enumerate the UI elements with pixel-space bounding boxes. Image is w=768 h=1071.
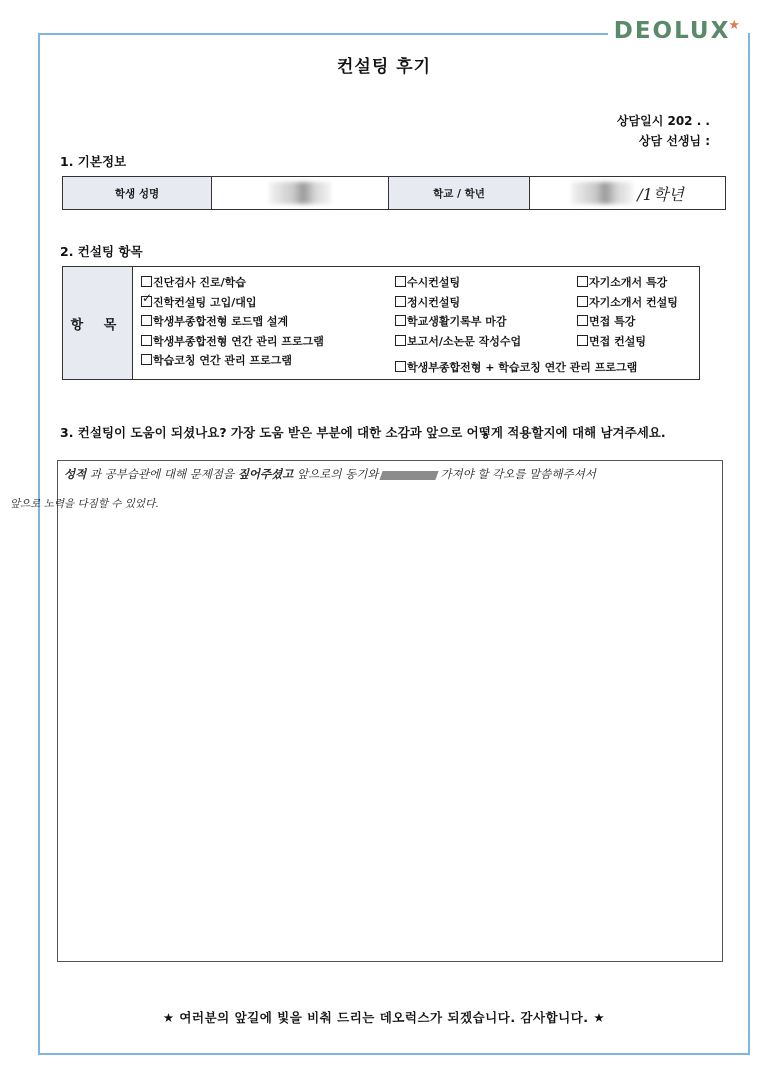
counselor-name: 상담 선생님 :: [638, 134, 710, 148]
item-study-coaching[interactable]: 학습코칭 연간 관리 프로그램: [141, 352, 324, 372]
feedback-answer-box[interactable]: [57, 460, 723, 962]
brand-logo-text: DEOLUX: [613, 18, 731, 44]
item-jeongsi[interactable]: 정시컨설팅: [395, 294, 521, 314]
footer-message: ★ 여러분의 앞길에 빛을 비춰 드리는 데오럭스가 되겠습니다. 감사합니다. ★: [162, 1010, 606, 1025]
school-grade-value: [530, 177, 726, 210]
checkbox-icon[interactable]: [395, 361, 406, 372]
brand-logo: [608, 18, 748, 44]
star-icon: ★: [728, 18, 742, 33]
item-interview-consulting[interactable]: 면접 컨설팅: [577, 333, 678, 353]
grade-handwritten: /1학년: [637, 184, 684, 204]
item-roadmap[interactable]: 학생부종합전형 로드맵 설계: [141, 313, 324, 333]
items-column-2: [395, 274, 521, 352]
consulting-items-table: [62, 266, 700, 380]
checkbox-icon[interactable]: [395, 335, 406, 346]
handwritten-feedback-line-1: 성적 과 공부습관에 대해 문제점을 짚어주셨고 앞으로의 동기와 가져야 할 각오를 말씀해주셔서: [64, 467, 596, 481]
checkbox-icon[interactable]: [395, 276, 406, 287]
item-essay-lecture[interactable]: 자기소개서 특강: [577, 274, 678, 294]
checkbox-icon[interactable]: [577, 315, 588, 326]
item-interview-lecture[interactable]: 면접 특강: [577, 313, 678, 333]
checkbox-checked-icon[interactable]: [141, 296, 152, 307]
section-basic-info-heading: 1. 기본정보: [60, 154, 127, 169]
student-name-label: 학생 성명: [63, 177, 212, 210]
checkbox-icon[interactable]: [141, 335, 152, 346]
basic-info-table: [62, 176, 726, 210]
school-grade-label: 학교 / 학년: [389, 177, 530, 210]
checkbox-icon[interactable]: [577, 296, 588, 307]
checkbox-icon[interactable]: [141, 276, 152, 287]
item-admission[interactable]: ✓진학컨설팅 고입/대입: [141, 294, 324, 314]
item-diagnosis[interactable]: 진단검사 진로/학습: [141, 274, 324, 294]
section-feedback-heading: 3. 컨설팅이 도움이 되셨나요? 가장 도움 받은 부분에 대한 소감과 앞으로 어떻게 적용할지에 대해 남겨주세요.: [60, 425, 666, 440]
checkbox-icon[interactable]: [141, 315, 152, 326]
checkbox-icon[interactable]: [577, 276, 588, 287]
checkbox-icon[interactable]: [141, 354, 152, 365]
item-essay-consulting[interactable]: 자기소개서 컨설팅: [577, 294, 678, 314]
document-title: 컨설팅 후기: [336, 57, 432, 77]
handwritten-feedback-line-2: 앞으로 노력을 다짐할 수 있었다.: [10, 498, 159, 510]
checkbox-icon[interactable]: [577, 335, 588, 346]
scribble-mark: [380, 471, 439, 480]
item-susi[interactable]: 수시컨설팅: [395, 274, 521, 294]
item-report-class[interactable]: 보고서/소논문 작성수업: [395, 333, 521, 353]
items-column-1: [141, 274, 324, 372]
redacted-school: [571, 182, 633, 204]
item-annual-program[interactable]: 학생부종합전형 연간 관리 프로그램: [141, 333, 324, 353]
items-column-3: [577, 274, 678, 352]
redacted-name: [269, 182, 331, 204]
checkbox-icon[interactable]: [395, 296, 406, 307]
item-record-closing[interactable]: 학교생활기록부 마감: [395, 313, 521, 333]
student-name-value: [212, 177, 389, 210]
items-row-label: 항 목: [63, 267, 133, 379]
item-combined-program[interactable]: 학생부종합전형 + 학습코칭 연간 관리 프로그램: [395, 359, 637, 375]
consult-date: 상담일시 202 . .: [616, 114, 710, 128]
checkbox-icon[interactable]: [395, 315, 406, 326]
section-items-heading: 2. 컨설팅 항목: [60, 244, 143, 259]
